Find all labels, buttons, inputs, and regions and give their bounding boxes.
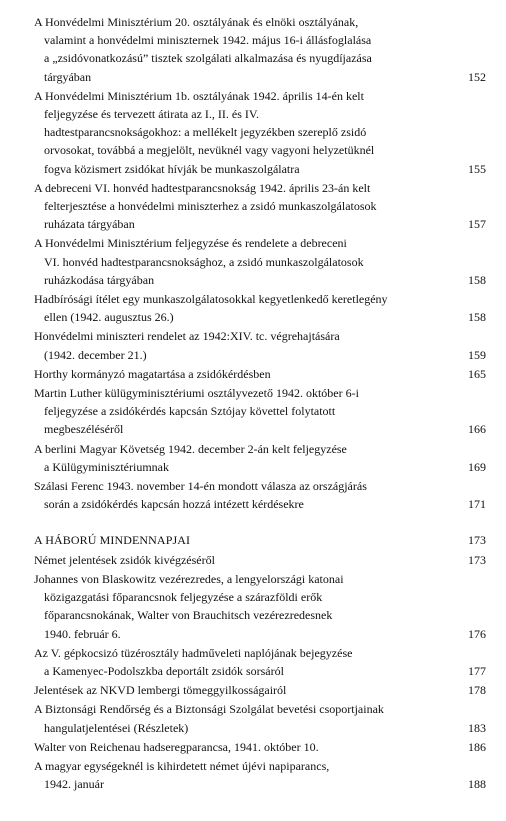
toc-entry-line: VI. honvéd hadtestparancsnoksághoz, a zsidó munkaszolgálatosok bbox=[44, 254, 364, 269]
table-of-contents bbox=[34, 13, 486, 794]
toc-page-number: 155 bbox=[468, 161, 486, 176]
toc-entry bbox=[34, 179, 486, 234]
toc-entry bbox=[34, 551, 486, 569]
toc-page-number: 152 bbox=[468, 69, 486, 84]
toc-entry-line: feljegyzése a zsidókérdés kapcsán Sztójay követtel folytatott bbox=[44, 404, 336, 419]
toc-entry bbox=[34, 384, 486, 439]
toc-entry-text bbox=[34, 700, 452, 736]
toc-entry-line: Német jelentések zsidók kivégzéséről bbox=[34, 552, 215, 567]
section-heading bbox=[34, 531, 486, 549]
toc-entry bbox=[34, 290, 486, 326]
toc-entry-line: orvosokat, továbbá a megjelölt, nevüknél vagy vagyoni helyzetüknél bbox=[44, 143, 375, 158]
toc-entry-line: 1940. február 6. bbox=[44, 626, 121, 641]
toc-entry bbox=[34, 700, 486, 736]
toc-entry-line: Az V. gépkocsizó tüzérosztály hadműveleti naplójának bejegyzése bbox=[34, 645, 353, 660]
toc-entry bbox=[34, 87, 486, 178]
toc-entry-line: ellen (1942. augusztus 26.) bbox=[44, 310, 174, 325]
toc-entry-line: (1942. december 21.) bbox=[44, 347, 147, 362]
toc-entry-text bbox=[34, 365, 452, 383]
toc-page-number: 158 bbox=[468, 310, 486, 325]
toc-entry-line: a Kamenyec-Podolszkba deportált zsidók sorsáról bbox=[44, 663, 284, 678]
toc-page-number: 171 bbox=[468, 497, 486, 512]
toc-entry-line: ruházata tárgyában bbox=[44, 217, 135, 232]
toc-entry-line: fogva közismert zsidókat hívják be munkaszolgálatra bbox=[44, 161, 300, 176]
section-title: A HÁBORÚ MINDENNAPJAI bbox=[34, 533, 191, 548]
toc-entry bbox=[34, 365, 486, 383]
toc-entry bbox=[34, 477, 486, 513]
toc-page-number: 169 bbox=[468, 459, 486, 474]
toc-entry-text bbox=[34, 87, 452, 178]
toc-entry-line: közigazgatási főparancsnok feljegyzése a szárazföldi erők bbox=[44, 590, 323, 605]
toc-entry-text bbox=[34, 644, 452, 680]
toc-entry-text bbox=[34, 179, 452, 234]
toc-entry bbox=[34, 13, 486, 86]
toc-entry-text bbox=[34, 327, 452, 363]
toc-entry-text bbox=[34, 757, 452, 793]
toc-entry-line: Honvédelmi miniszteri rendelet az 1942:XIV. tc. végrehajtására bbox=[34, 329, 340, 344]
toc-entry-line: A magyar egységeknél is kihirdetett német újévi napiparancs, bbox=[34, 758, 330, 773]
toc-page-number: 188 bbox=[468, 777, 486, 792]
toc-entry bbox=[34, 644, 486, 680]
toc-entry-text bbox=[34, 681, 452, 699]
toc-entry-line: Horthy kormányzó magatartása a zsidókérdésben bbox=[34, 366, 271, 381]
toc-entry-line: A debreceni VI. honvéd hadtestparancsnokság 1942. április 23-án kelt bbox=[34, 180, 371, 195]
toc-entry-text bbox=[34, 13, 452, 86]
toc-entry-text bbox=[34, 477, 452, 513]
toc-entry-line: Walter von Reichenau hadseregparancsa, 1941. október 10. bbox=[34, 739, 319, 754]
toc-entry-line: 1942. január bbox=[44, 777, 104, 792]
toc-entry-line: A Biztonsági Rendőrség és a Biztonsági Szolgálat bevetési csoportjainak bbox=[34, 702, 384, 717]
toc-entry-text bbox=[34, 738, 452, 756]
toc-entry-text bbox=[34, 234, 452, 289]
toc-entry-text bbox=[34, 551, 452, 569]
toc-entry-line: felterjesztése a honvédelmi miniszterhez a zsidó munkaszolgálatosok bbox=[44, 199, 377, 214]
toc-entry-line: ruházkodása tárgyában bbox=[44, 272, 155, 287]
toc-entry-text bbox=[34, 384, 452, 439]
toc-page-number: 178 bbox=[468, 683, 486, 698]
toc-entry-line: hangulatjelentései (Részletek) bbox=[44, 720, 189, 735]
toc-entry-line: A Honvédelmi Minisztérium 1b. osztályának 1942. április 14-én kelt bbox=[34, 88, 364, 103]
toc-entry-line: megbeszéléséről bbox=[44, 422, 124, 437]
toc-entry-line: során a zsidókérdés kapcsán hozzá intézett kérdésekre bbox=[44, 497, 304, 512]
toc-group-second bbox=[34, 551, 486, 794]
toc-entry bbox=[34, 570, 486, 643]
toc-entry bbox=[34, 757, 486, 793]
toc-entry-line: tárgyában bbox=[44, 69, 92, 84]
toc-entry-line: Martin Luther külügyminisztériumi osztályvezető 1942. október 6-i bbox=[34, 386, 359, 401]
toc-page-number: 176 bbox=[468, 626, 486, 641]
toc-entry-line: A Honvédelmi Minisztérium 20. osztályának és elnöki osztályának, bbox=[34, 15, 359, 29]
toc-entry bbox=[34, 681, 486, 699]
toc-entry bbox=[34, 327, 486, 363]
toc-entry-text bbox=[34, 290, 452, 326]
toc-page-number: 173 bbox=[468, 552, 486, 567]
section-page-number: 173 bbox=[468, 533, 486, 548]
toc-page-number: 177 bbox=[468, 663, 486, 678]
toc-group-first bbox=[34, 13, 486, 513]
toc-page-number: 159 bbox=[468, 347, 486, 362]
toc-entry bbox=[34, 738, 486, 756]
toc-entry-line: Szálasi Ferenc 1943. november 14-én mondott válasza az országjárás bbox=[34, 479, 367, 494]
toc-page-number: 165 bbox=[468, 366, 486, 381]
toc-page-number: 186 bbox=[468, 739, 486, 754]
section-spacer bbox=[34, 514, 486, 531]
toc-entry-line: a „zsidóvonatkozású” tisztek szolgálati alkalmazása és nyugdíjazása bbox=[44, 51, 372, 66]
toc-page-number: 166 bbox=[468, 422, 486, 437]
toc-entry-line: Hadbírósági ítélet egy munkaszolgálatosokkal kegyetlenkedő keretlegény bbox=[34, 292, 388, 307]
toc-entry-line: főparancsnokának, Walter von Brauchitsch vezérezredesnek bbox=[44, 608, 333, 623]
toc-entry-line: valamint a honvédelmi miniszternek 1942. május 16-i állásfoglalása bbox=[44, 33, 372, 48]
toc-page-number: 157 bbox=[468, 217, 486, 232]
toc-entry-line: Jelentések az NKVD lembergi tömeggyilkosságairól bbox=[34, 683, 287, 698]
toc-entry-line: A Honvédelmi Minisztérium feljegyzése és rendelete a debreceni bbox=[34, 236, 347, 251]
toc-entry-line: a Külügyminisztériumnak bbox=[44, 459, 169, 474]
toc-entry bbox=[34, 234, 486, 289]
toc-page-number: 183 bbox=[468, 720, 486, 735]
toc-entry-text bbox=[34, 440, 452, 476]
toc-entry-line: hadtestparancsnokságokhoz: a mellékelt jegyzékben szereplő zsidó bbox=[44, 125, 367, 140]
toc-entry-line: feljegyzése és tervezett átirata az I., II. és IV. bbox=[44, 107, 259, 122]
toc-entry-line: A berlini Magyar Követség 1942. december 2-án kelt feljegyzése bbox=[34, 441, 347, 456]
toc-entry bbox=[34, 440, 486, 476]
toc-entry-line: Johannes von Blaskowitz vezérezredes, a lengyelországi katonai bbox=[34, 571, 344, 586]
toc-entry-text bbox=[34, 570, 452, 643]
toc-page-number: 158 bbox=[468, 272, 486, 287]
